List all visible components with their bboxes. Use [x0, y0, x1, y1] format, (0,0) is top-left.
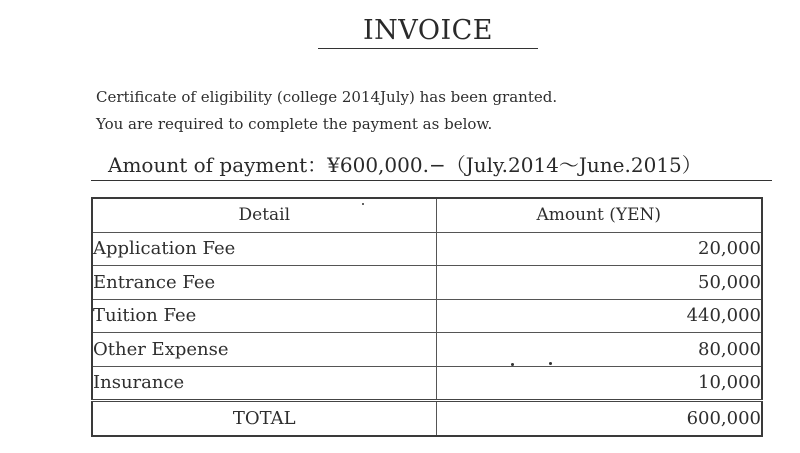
row-detail: Tuition Fee: [92, 299, 436, 333]
row-detail: Entrance Fee: [92, 266, 436, 300]
amount-separator: ：: [307, 153, 328, 177]
scan-speck: [549, 362, 552, 365]
row-detail: Application Fee: [92, 232, 436, 266]
intro-text: [96, 84, 557, 138]
scan-speck: [511, 363, 514, 366]
total-label: TOTAL: [92, 401, 436, 436]
total-amount: 600,000: [436, 401, 762, 436]
row-amount: 80,000: [436, 333, 762, 367]
table-header-row: [92, 198, 762, 232]
table-row: [92, 333, 762, 367]
header-amount: Amount (YEN): [436, 198, 762, 232]
invoice-title: INVOICE: [318, 14, 538, 49]
table-row: [92, 232, 762, 266]
header-detail: Detail: [92, 198, 436, 232]
intro-line-eligibility: Certificate of eligibility (college 2014July) has been granted.: [96, 88, 558, 106]
fee-table: [91, 197, 763, 437]
amount-period: （July.2014〜June.2015）: [445, 153, 702, 177]
row-amount: 20,000: [436, 232, 762, 266]
table-row: [92, 266, 762, 300]
row-detail: Other Expense: [92, 333, 436, 367]
amount-value: ¥600,000.−: [327, 153, 446, 177]
row-amount: 50,000: [436, 266, 762, 300]
table-row: [92, 366, 762, 401]
row-detail: Insurance: [92, 366, 436, 401]
intro-line-payment: You are required to complete the payment as below.: [96, 115, 493, 133]
amount-of-payment: [91, 150, 772, 181]
row-amount: 10,000: [436, 366, 762, 401]
row-amount: 440,000: [436, 299, 762, 333]
amount-label: Amount of payment: [108, 153, 308, 177]
table-row: [92, 299, 762, 333]
total-row: [92, 401, 762, 436]
scan-speck: [362, 203, 364, 205]
